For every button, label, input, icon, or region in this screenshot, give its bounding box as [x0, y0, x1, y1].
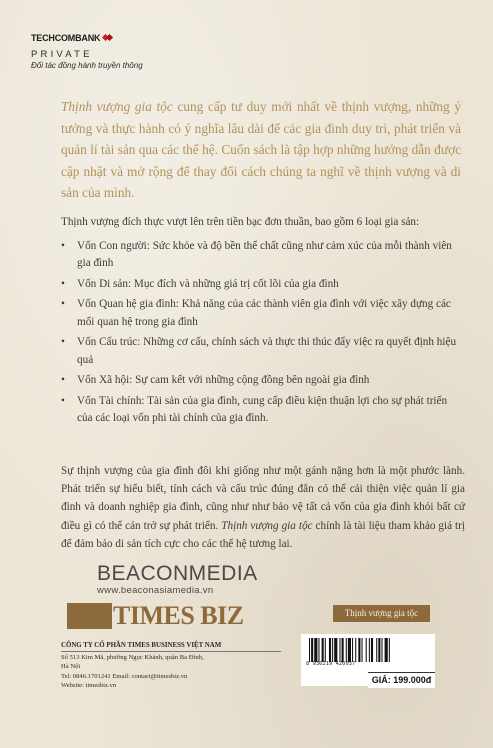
price-label: GIÁ: 199.000đ — [368, 672, 435, 688]
barcode-digits: 8 936219 420037 — [306, 661, 356, 667]
techcombank-wordmark: TECHCOMBANK — [31, 33, 101, 43]
intro-paragraph — [61, 96, 461, 204]
intro-text: cung cấp tư duy mới nhất về thịnh vượng, những ý tưởng và thực hành có ý nghĩa lâu dài để các gia đình duy trì, phát triển và quản lí tài sản qua các thế hệ. Cuốn sách là tập hợp những hướng dẫn được cập nhật và mở rộng để thay đổi cách chúng ta nghĩ về thịnh vượng và di sản của mình. — [61, 99, 461, 200]
techcombank-private-logo — [31, 33, 143, 70]
publisher-contact: Tel: 0846.1701241 Email: contact@timesbiz.vn — [61, 672, 188, 680]
publisher-address-2: Hà Nội — [61, 663, 81, 671]
bullet-icon: • — [61, 239, 65, 252]
times-biz-mark-icon — [67, 603, 112, 629]
techcombank-mark-icon — [103, 33, 113, 43]
beacon-media-url: www.beaconasiamedia.vn — [97, 585, 214, 596]
capitals-section — [61, 214, 463, 431]
logo-private-line: PRIVATE — [31, 49, 93, 60]
bullet-icon: • — [61, 394, 65, 407]
list-item: • Vốn Cấu trúc: Những cơ cấu, chính sách và thực thi thúc đẩy việc ra quyết định hiệu quả — [61, 336, 457, 366]
publisher-company: CÔNG TY CỔ PHẦN TIMES BUSINESS VIỆT NAM — [61, 642, 222, 649]
bullet-icon: • — [61, 277, 65, 290]
closing-book-title: Thịnh vượng gia tộc — [221, 519, 313, 532]
list-item: • Vốn Con người: Sức khỏe và độ bền thể chất cũng như cảm xúc của mỗi thành viên gia đình — [61, 239, 452, 269]
intro-book-title: Thịnh vượng gia tộc — [61, 99, 173, 114]
list-item: • Vốn Di sản: Mục đích và những giá trị cốt lõi của gia đình — [61, 276, 463, 294]
publisher-website: Website: timesbiz.vn — [61, 682, 117, 690]
capitals-list — [61, 238, 463, 428]
bullet-icon: • — [61, 374, 65, 386]
closing-paragraph: Sự thịnh vượng của gia đình đôi khi giống như một gánh nặng hơn là một phước lành. Phát triển sự hiểu biết, tính cách và cấu trúc đúng đắn có thể cải thiện việc quản lí gia đình và doanh nghiệp gia đình, cũng như như bảo vệ tất cả vốn của gia đình khỏi bất cứ điều gì có thể cản trở sự phát triển. Thịnh vượng gia tộc chính là tài liệu tham khảo giá trị để đảm bảo di sản tích cực cho các thế hệ tương lai. — [61, 465, 465, 550]
bullet-icon: • — [61, 336, 65, 348]
list-item: • Vốn Quan hệ gia đình: Khả năng của các thành viên gia đình với việc xây dựng các mối quan hệ trong gia đình — [61, 298, 451, 328]
logo-tagline: Đối tác đồng hành truyền thông — [31, 61, 143, 70]
capitals-lead: Thịnh vượng đích thực vượt lên trên tiền bạc đơn thuần, bao gồm 6 loại gia sản: — [61, 216, 420, 228]
list-item: • Vốn Xã hội: Sự cam kết với những cộng đồng bên ngoài gia đình — [61, 372, 463, 390]
genre-tag: Thịnh vượng gia tộc — [333, 605, 430, 622]
list-item: • Vốn Tài chính: Tài sản của gia đình, cung cấp điều kiện thuận lợi cho sự phát triển của các loại vốn phi tài chính của gia đình. — [61, 394, 448, 424]
beacon-media-logo: BEACONMEDIA — [97, 562, 258, 585]
publisher-divider — [61, 651, 281, 652]
times-biz-logo: TIMES BIZ — [113, 601, 244, 630]
publisher-address-1: Số 513 Kim Mã, phường Ngọc Khánh, quận Ba Đình, — [61, 653, 204, 661]
bullet-icon: • — [61, 298, 65, 310]
publisher-info — [61, 641, 281, 691]
